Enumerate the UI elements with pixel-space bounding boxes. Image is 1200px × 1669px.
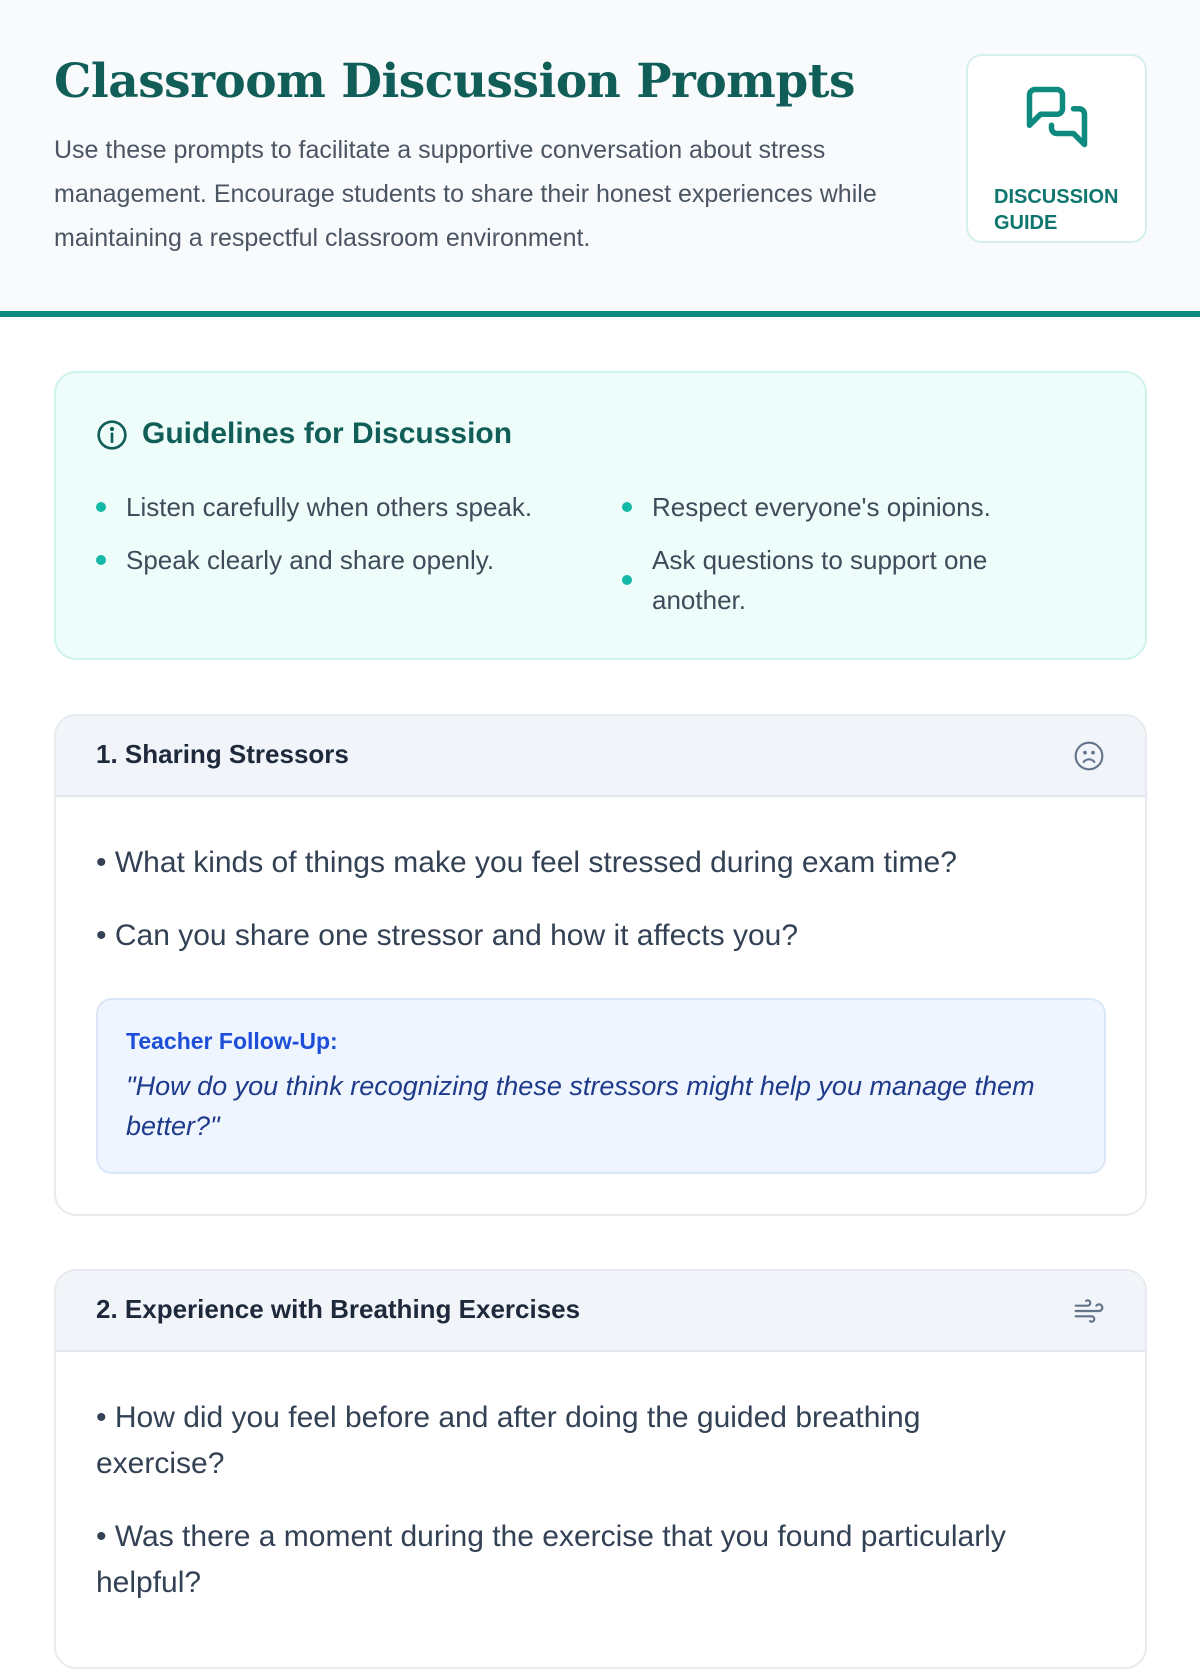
guideline-item	[652, 540, 1062, 620]
discussion-question: • Was there a moment during the exercise that you found particularly helpful?	[96, 1520, 1006, 1599]
sad-face-icon	[1073, 740, 1105, 772]
discussion-question: • How did you feel before and after doing the guided breathing exercise?	[96, 1401, 921, 1480]
discussion-question: • Can you share one stressor and how it affects you?	[96, 919, 799, 952]
discussion-guide-label: DISCUSSION GUIDE	[994, 186, 1119, 234]
discussion-question: • What kinds of things make you feel stressed during exam time?	[96, 846, 957, 879]
guideline-text: Speak clearly and share openly.	[126, 545, 495, 575]
section-header	[56, 1271, 1145, 1352]
section-card-stressors	[54, 714, 1147, 1216]
guidelines-title: Guidelines for Discussion	[142, 417, 513, 450]
guideline-text: Respect everyone's opinions.	[652, 492, 991, 522]
followup-text: "How do you think recognizing these stressors might help you manage them better?"	[126, 1071, 1035, 1141]
guideline-text: Listen carefully when others speak.	[126, 492, 533, 522]
guideline-text: Ask questions to support one another.	[652, 545, 988, 615]
section-header	[56, 716, 1145, 797]
guideline-item	[652, 487, 1062, 527]
chat-bubbles-icon	[1024, 84, 1090, 150]
section-title: 1. Sharing Stressors	[96, 739, 349, 769]
wind-icon	[1073, 1295, 1105, 1327]
followup-label: Teacher Follow-Up:	[126, 1028, 338, 1054]
info-icon	[96, 419, 128, 451]
bullet-dot	[96, 555, 106, 565]
discussion-guide-badge	[966, 54, 1147, 243]
page-header	[0, 0, 1200, 317]
bullet-dot	[96, 502, 106, 512]
guidelines-panel	[54, 371, 1147, 660]
bullet-dot	[622, 502, 632, 512]
bullet-dot	[622, 575, 632, 585]
page-title: Classroom Discussion Prompts	[54, 54, 855, 109]
intro-text: Use these prompts to facilitate a supportive conversation about stress management. Encourage students to share their honest experiences while maintaining a respectful classroom environment.	[54, 136, 877, 252]
guideline-item	[126, 487, 596, 527]
section-card-breathing	[54, 1269, 1147, 1669]
teacher-followup-box	[96, 998, 1106, 1174]
guideline-item	[126, 540, 596, 580]
section-title: 2. Experience with Breathing Exercises	[96, 1294, 581, 1324]
